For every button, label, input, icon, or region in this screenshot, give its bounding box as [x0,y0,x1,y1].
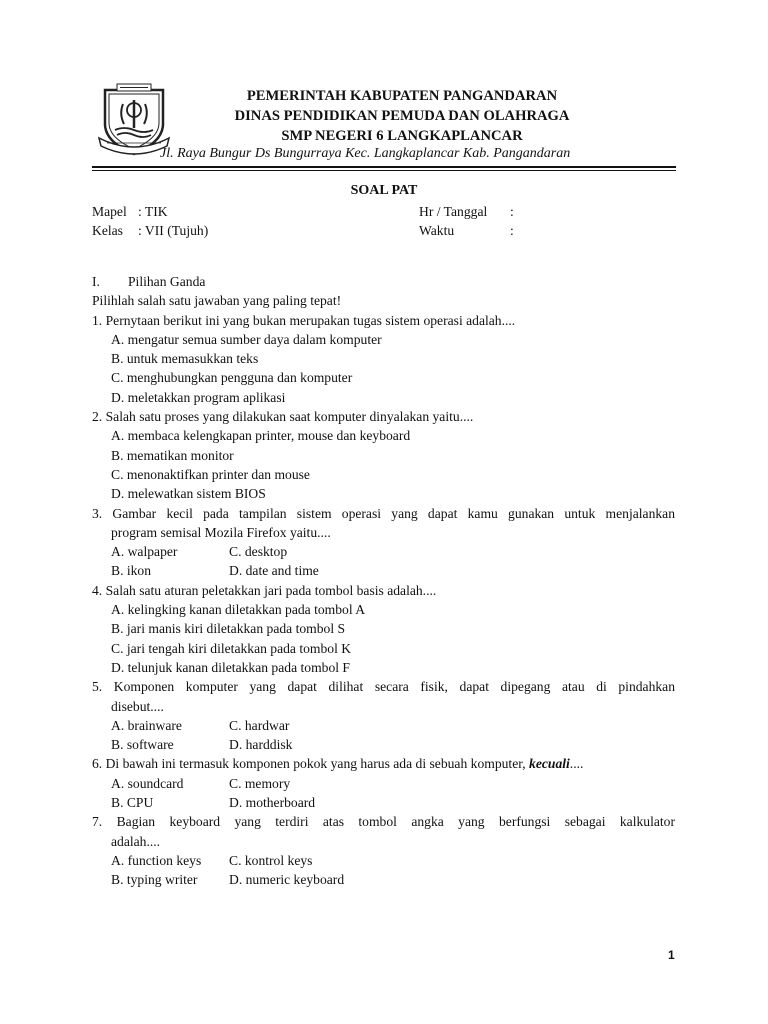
question-5 [92,677,675,716]
option-1d: D. meletakkan program aplikasi [111,389,286,405]
options-3-row-1 [92,542,675,561]
option-6a: A. soundcard [111,775,184,791]
question-6-ellipsis: .... [569,756,584,772]
options-6-row-2 [92,793,675,812]
document-title: SOAL PAT [350,183,418,198]
exam-content [92,272,675,890]
question-7-line-1: 7. Bagian keyboard yang terdiri atas tombol angka yang berfungsi sebagai kalkulator [92,814,675,830]
option-2b: B. mematikan monitor [111,447,234,463]
header-divider-thick [92,166,676,168]
header-divider-thin [92,170,676,171]
option-3d: D. date and time [229,563,319,579]
question-7 [92,812,675,851]
question-1: 1. Pernytaan berikut ini yang bukan merupakan tugas sistem operasi adalah.... [92,312,516,328]
question-3-line-1: 3. Gambar kecil pada tampilan sistem operasi yang dapat kamu gunakan untuk menjalankan [92,505,675,521]
option-4c: C. jari tengah kiri diletakkan pada tombol K [111,640,352,656]
section-title: Pilihan Ganda [128,274,206,289]
option-2c: C. menonaktifkan printer dan mouse [111,466,310,482]
meta-waktu [419,221,514,241]
option-4a: A. kelingking kanan diletakkan pada tombol A [111,602,366,618]
kelas-value: : VII (Tujuh) [138,223,209,238]
option-1b: B. untuk memasukkan teks [111,351,259,367]
option-4d: D. telunjuk kanan diletakkan pada tombol F [111,659,350,675]
options-6-row-1 [92,774,675,793]
option-6d: D. motherboard [229,795,316,811]
option-5a: A. brainware [111,717,182,733]
header-department: DINAS PENDIDIKAN PEMUDA DAN OLAHRAGA [234,108,570,124]
header-address: Jl. Raya Bungur Ds Bungurraya Kec. Langkaplancar Kab. Pangandaran [160,146,571,161]
option-1a: A. mengatur semua sumber daya dalam komputer [111,331,382,347]
meta-kelas [92,221,208,241]
question-3 [92,504,675,543]
option-7d: D. numeric keyboard [229,872,345,888]
question-5-line-1: 5. Komponen komputer yang dapat dilihat secara fisik, dapat dipegang atau di pindahkan [92,679,675,695]
options-5-row-1 [92,716,675,735]
option-7b: B. typing writer [111,872,198,888]
option-5d: D. harddisk [229,737,293,753]
tanggal-value: : [510,204,514,219]
option-5b: B. software [111,737,174,753]
options-7-row-2 [92,870,675,889]
question-3-line-2: program semisal Mozila Firefox yaitu.... [111,524,331,540]
option-1c: C. menghubungkan pengguna dan komputer [111,370,353,386]
section-heading [92,272,675,291]
options-5-row-2 [92,735,675,754]
question-6-text: 6. Di bawah ini termasuk komponen pokok yang harus ada di sebuah komputer, [92,756,530,772]
section-number: I. [92,274,100,289]
options-3-row-2 [92,561,675,580]
question-6 [92,754,675,773]
mapel-value: : TIK [138,204,168,219]
kelas-label: Kelas [92,223,123,238]
page-number: 1 [668,948,675,962]
header-government: PEMERINTAH KABUPATEN PANGANDARAN [246,88,558,104]
option-5c: C. hardwar [229,717,290,733]
waktu-label: Waktu [419,223,455,238]
question-2: 2. Salah satu proses yang dilakukan saat komputer dinyalakan yaitu.... [92,409,474,425]
question-7-line-2: adalah.... [111,833,161,849]
tanggal-label: Hr / Tanggal [419,204,488,219]
option-6c: C. memory [229,775,291,791]
meta-mapel [92,202,168,222]
waktu-value: : [510,223,514,238]
option-4b: B. jari manis kiri diletakkan pada tombol S [111,621,346,637]
question-5-line-2: disebut.... [111,698,164,714]
meta-tanggal [419,202,514,222]
header-school: SMP NEGERI 6 LANGKAPLANCAR [281,128,523,144]
section-instruction: Pilihlah salah satu jawaban yang paling tepat! [92,293,342,309]
question-4: 4. Salah satu aturan peletakkan jari pada tombol basis adalah.... [92,582,437,598]
option-6b: B. CPU [111,795,154,811]
options-7-row-1 [92,851,675,870]
option-2d: D. melewatkan sistem BIOS [111,486,266,502]
question-6-emphasis: kecuali [529,756,570,772]
option-7a: A. function keys [111,852,202,868]
option-7c: C. kontrol keys [229,852,313,868]
option-3a: A. walpaper [111,544,178,560]
option-3c: C. desktop [229,544,288,560]
option-3b: B. ikon [111,563,152,579]
mapel-label: Mapel [92,204,127,219]
option-2a: A. membaca kelengkapan printer, mouse dan keyboard [111,428,411,444]
